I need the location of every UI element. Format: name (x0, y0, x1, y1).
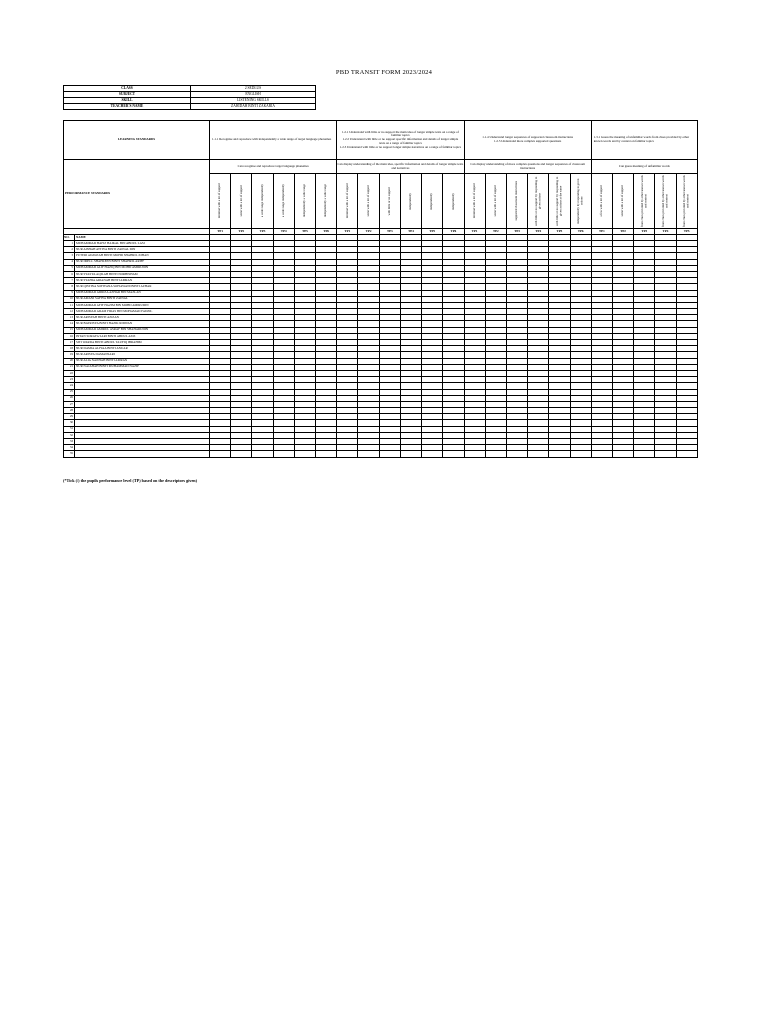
row-number: 11 (64, 302, 75, 308)
descriptor-text: a few with a lot of support (599, 185, 604, 217)
tp-label: TP1 (210, 229, 231, 235)
tp-label: TP1 (464, 229, 485, 235)
row-number: 25 (64, 389, 75, 395)
student-name: NUR BATRISYA BINTI HAZIK RIDWAN (75, 321, 210, 327)
student-name: NUR ARISYA DAMANSARI (75, 352, 210, 358)
student-name: SITI WARDA BINTI ABDUL TAUFIQ IBRAHIM (75, 340, 210, 346)
tick-cell[interactable] (549, 451, 570, 457)
descriptor-cell (379, 174, 400, 229)
student-name: PUTERI ADAWIAH BINTI MOHD SHAHRIL JOHAN (75, 253, 210, 259)
descriptor-text: some with a lot of support (238, 185, 243, 217)
row-number: 15 (64, 327, 75, 333)
tick-cell[interactable] (379, 451, 400, 457)
row-number: 6 (64, 271, 75, 277)
row-number: 8 (64, 284, 75, 290)
tick-cell[interactable] (443, 451, 464, 457)
descriptor-cell (464, 174, 485, 229)
performance-description-cell: Can recognise and reproduce target language phonemes (210, 160, 337, 174)
tp-label: TP2 (485, 229, 506, 235)
tick-cell[interactable] (655, 451, 676, 457)
info-row (64, 104, 316, 110)
student-name: NUR IMELL SHAHLEEN BINTI SHAHRIL ARIFF (75, 259, 210, 265)
tick-cell[interactable] (252, 451, 273, 457)
row-number: 33 (64, 439, 75, 445)
name-header: NAME (75, 235, 210, 241)
student-name: NUR ARISYAH BINTI AZIZAN (75, 315, 210, 321)
tp-label: TP5 (549, 229, 570, 235)
tick-cell[interactable] (316, 451, 337, 457)
descriptor-text: minimal with a lot of support (217, 183, 222, 219)
descriptor-text: some with a lot of support (493, 185, 498, 217)
descriptor-cell (294, 174, 315, 229)
descriptor-cell (273, 174, 294, 229)
descriptor-cell (591, 174, 612, 229)
tp-label: TP3 (379, 229, 400, 235)
student-name: NUR QISTINA SOFIYANA SOFIAWANI BINTI AZHAR (75, 284, 210, 290)
row-number: 31 (64, 426, 75, 432)
tp-label: TP5 (294, 229, 315, 235)
descriptor-text: independently (450, 192, 455, 210)
info-table (63, 85, 316, 110)
assessment-table (63, 120, 698, 458)
descriptor-text: supported classroom instructions (514, 181, 519, 221)
descriptor-text: a wide range independently (259, 184, 264, 218)
info-value: LISTENING SKILLS (191, 98, 316, 104)
row-number: 24 (64, 383, 75, 389)
tp-label: TP4 (528, 229, 549, 235)
descriptor-text: independently a wide range (302, 184, 307, 218)
descriptor-cell (634, 174, 655, 229)
descriptor-cell (337, 174, 358, 229)
info-value: 2 SEDLUS (191, 86, 316, 92)
info-value: ENGLISH (191, 92, 316, 98)
tick-cell[interactable] (400, 451, 421, 457)
descriptor-text: with little or no support by responding to given actions (533, 176, 542, 226)
performance-description-cell: Can guess meaning of unfamiliar words (591, 160, 697, 174)
learning-standard-cell: 1.3.1 Guess the meaning of unfamiliar words from clues provided by other known words and by context on familiar topics (591, 121, 697, 160)
tp-label: TP3 (506, 229, 527, 235)
student-name: NUR ALIA NAJIHAH BINTI AMRAN (75, 358, 210, 364)
tp-label: TP2 (358, 229, 379, 235)
descriptor-cell (443, 174, 464, 229)
descriptor-text: some with a lot of support (620, 185, 625, 217)
descriptor-text: from clues provided by other known words and context (661, 175, 669, 227)
tick-cell[interactable] (612, 451, 633, 457)
descriptor-cell (231, 174, 252, 229)
descriptor-text: with little or no support (387, 186, 392, 216)
tick-cell[interactable] (464, 451, 485, 457)
row-number: 10 (64, 296, 75, 302)
student-name: NUR NAJAHAH BINTI MUHAMMAD NAZIP (75, 364, 210, 370)
descriptor-text: independently (429, 192, 434, 210)
row-number: 34 (64, 445, 75, 451)
tp-label: TP6 (316, 229, 337, 235)
tick-cell[interactable] (337, 451, 358, 457)
row-number: 5 (64, 265, 75, 271)
row-number: 21 (64, 364, 75, 370)
student-name: NUR SYAHIA ARIANAH BINTI AMRAN (75, 278, 210, 284)
info-value: ZAHIDAH BINTI ZAKARIA (191, 104, 316, 110)
tp-label: TP2 (231, 229, 252, 235)
tick-cell[interactable] (506, 451, 527, 457)
row-number: 26 (64, 395, 75, 401)
learning-standard-cell: 1.2.1 Understand with little or no support the main idea of longer simple texts on a range of familiar topics 1.2.2 Understand with little or no support specific information and details of longer simple texts on a range of familiar topics 1.2.3 Understand with little or no support longer simple narratives on a range of familiar topics (337, 121, 464, 160)
learning-standard-cell: 1.1.1 Recognise and reproduce with independently a wide range of target language phonemes (210, 121, 337, 160)
row-number: 32 (64, 432, 75, 438)
descriptor-cell (358, 174, 379, 229)
descriptor-cell (252, 174, 273, 229)
descriptor-text: minimal with a lot of support (344, 183, 349, 219)
row-number: 13 (64, 315, 75, 321)
tick-cell[interactable] (591, 451, 612, 457)
row-number: 14 (64, 321, 75, 327)
tp-label: TP2 (612, 229, 633, 235)
row-number: 1 (64, 241, 75, 247)
student-name: MUHAMMAD ADRIZA AZHAR BIN MAZLAN (75, 290, 210, 296)
row-number: 35 (64, 451, 75, 457)
descriptor-cell (210, 174, 231, 229)
row-number: 17 (64, 340, 75, 346)
performance-description-row (64, 160, 698, 174)
info-label: CLASS (64, 86, 191, 92)
descriptor-cell (485, 174, 506, 229)
student-name: NUR AISHAH ATTIYA BINTI ZAINAL DIN (75, 247, 210, 253)
performance-description-cell: Can display understanding of more complex questions and longer sequences of classroom instructions (464, 160, 591, 174)
descriptor-cell (655, 174, 676, 229)
tick-cell[interactable] (358, 451, 379, 457)
descriptor-text: independently by responding to given actions (576, 178, 584, 224)
no-header: NO. (64, 235, 75, 241)
tp-label: TP3 (634, 229, 655, 235)
row-number: 22 (64, 370, 75, 376)
student-name: NUR SYASYA AQILAH BINTI NORHISHAM (75, 271, 210, 277)
descriptor-text: independently (408, 192, 413, 210)
info-label: TEACHER'S NAME (64, 104, 191, 110)
student-name: INTAN SORAYA SARI BINTI ABDUL AZIZ (75, 333, 210, 339)
learning-standards-row (64, 121, 698, 160)
descriptor-cell (400, 174, 421, 229)
student-row (64, 451, 698, 457)
student-name: MUHAMMAD ALIF HAZIQ BIN MOHD AMIRUDIN (75, 265, 210, 271)
info-label: SUBJECT (64, 92, 191, 98)
tick-cell[interactable] (570, 451, 591, 457)
row-number: 7 (64, 278, 75, 284)
footnote: (*Tick (/) the pupils performance level (TP) based on the descriptors given) (63, 478, 198, 483)
tick-cell[interactable] (485, 451, 506, 457)
tp-label: TP5 (422, 229, 443, 235)
learning-standard-cell: 1.1.4 Understand longer sequences of supported classroom instructions 1.2.5 Understand more complex supported questions (464, 121, 591, 160)
tp-label: TP5 (676, 229, 697, 235)
row-number: 18 (64, 346, 75, 352)
tp-label: TP4 (655, 229, 676, 235)
student-name: NUR DAMIA ALIYAA BINTI ANUAR (75, 346, 210, 352)
row-number: 4 (64, 259, 75, 265)
row-number: 2 (64, 247, 75, 253)
row-number: 20 (64, 358, 75, 364)
descriptor-cell (612, 174, 633, 229)
descriptor-text: with little or no support by responding to given actions at the same (555, 176, 563, 226)
tick-cell[interactable] (294, 451, 315, 457)
student-name: MUHAMMAD HAFIZ HAIKAL BIN ABDUL LASI (75, 241, 210, 247)
tick-cell[interactable] (231, 451, 252, 457)
descriptor-cell (549, 174, 570, 229)
row-number: 19 (64, 352, 75, 358)
performance-standards-header: PERFORMANCE STANDARDS (64, 160, 210, 229)
tp-label: TP6 (443, 229, 464, 235)
tp-label: TP3 (252, 229, 273, 235)
student-name: MUHAMMAD ADAM FIRAS BIN MOHAMAD FADZIL (75, 309, 210, 315)
tick-cell[interactable] (676, 451, 697, 457)
row-number: 27 (64, 401, 75, 407)
tick-cell[interactable] (210, 451, 231, 457)
student-name (75, 451, 210, 457)
learning-standards-header: LEARNING STANDARDS (64, 121, 210, 160)
row-number: 30 (64, 420, 75, 426)
row-number: 12 (64, 309, 75, 315)
descriptor-cell (506, 174, 527, 229)
student-name: NUR AMANI SAFIYA BINTI ZAINAL (75, 296, 210, 302)
row-number: 28 (64, 408, 75, 414)
form-title: PBD TRANSIT FORM 2023/2024 (335, 69, 433, 76)
tp-label: TP4 (400, 229, 421, 235)
descriptor-cell (570, 174, 591, 229)
tp-label: TP1 (337, 229, 358, 235)
performance-description-cell: Can display understanding of the main idea, specific information and details of longer simple texts and narratives (337, 160, 464, 174)
tick-cell[interactable] (422, 451, 443, 457)
row-number: 23 (64, 377, 75, 383)
info-label: SKILL (64, 98, 191, 104)
descriptor-cell (316, 174, 337, 229)
row-number: 3 (64, 253, 75, 259)
descriptor-text: minimal with a lot of support (471, 183, 476, 219)
tick-cell[interactable] (634, 451, 655, 457)
descriptor-cell (528, 174, 549, 229)
descriptor-text: a wide range independently (281, 184, 286, 218)
tp-label: TP6 (570, 229, 591, 235)
student-name: MUHAMMAD AMIRUL ASRAF BIN SHAHARUDIN (75, 327, 210, 333)
row-number: 29 (64, 414, 75, 420)
tp-label: TP1 (591, 229, 612, 235)
descriptor-cell (422, 174, 443, 229)
student-name: MUHAMMAD AFIF HAZIM BIN MOHD AMIRUDIN (75, 302, 210, 308)
row-number: 9 (64, 290, 75, 296)
tick-cell[interactable] (528, 451, 549, 457)
tp-label: TP4 (273, 229, 294, 235)
descriptor-cell (676, 174, 697, 229)
descriptor-text: independently a wide range (323, 184, 328, 218)
descriptor-text: from clues provided by other known words and context (639, 175, 648, 227)
tick-cell[interactable] (273, 451, 294, 457)
row-number: 16 (64, 333, 75, 339)
descriptor-text: from clues provided by other known words and context (682, 175, 690, 227)
descriptor-text: some with a lot of support (365, 185, 370, 217)
